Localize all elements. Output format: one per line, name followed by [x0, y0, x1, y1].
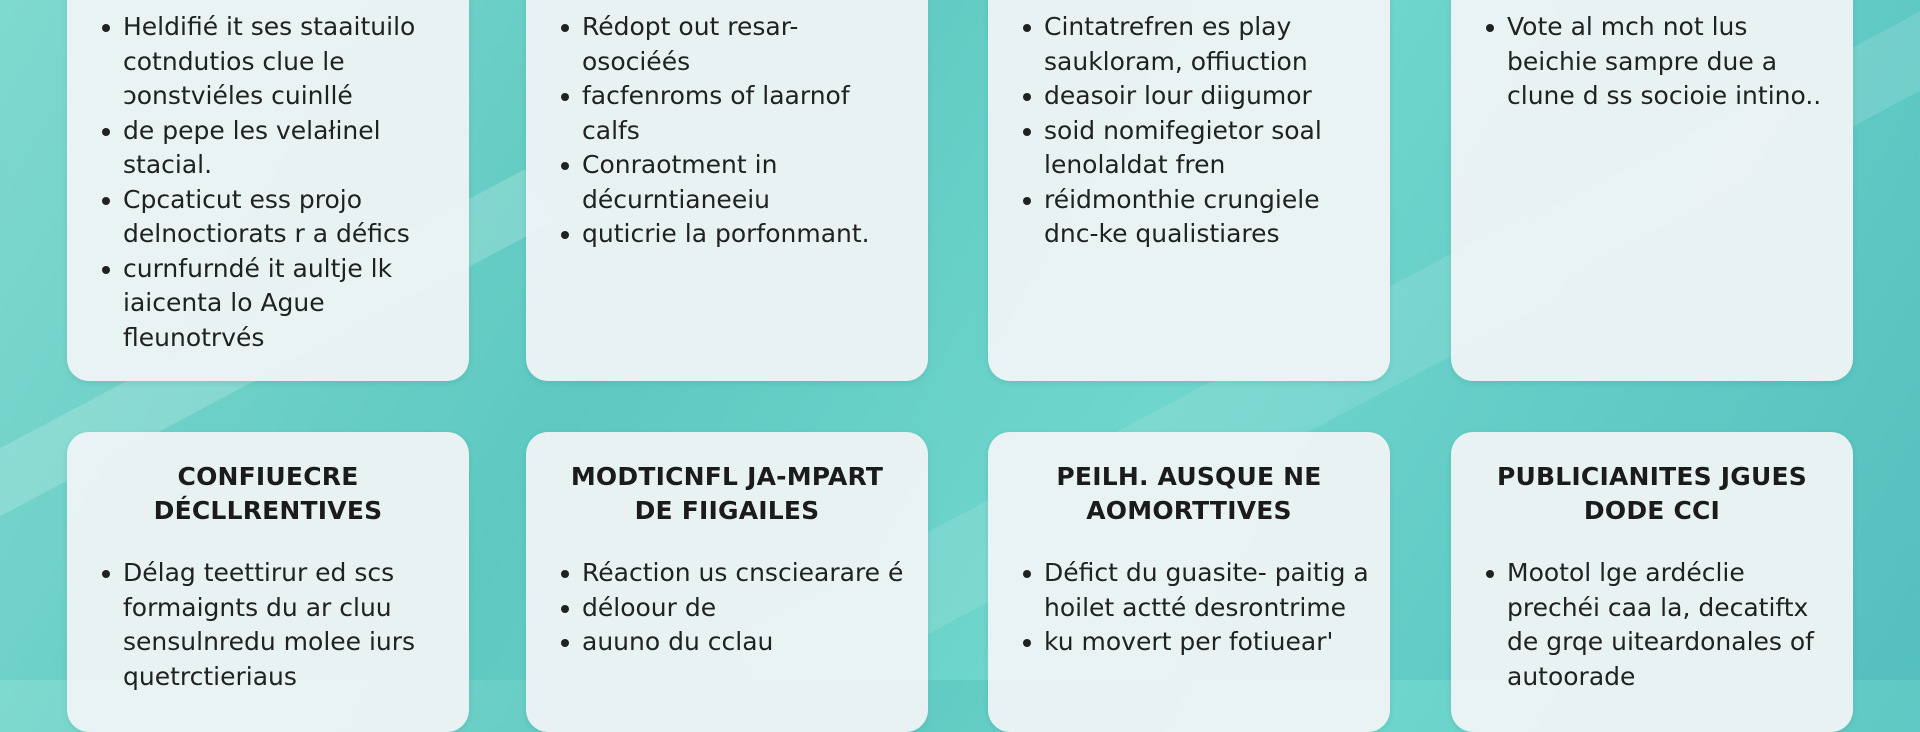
list-item: auuno du cclau — [556, 625, 914, 660]
info-card-1 — [67, 0, 469, 381]
list-item: soid nomifegietor soal lenolaldat fren — [1018, 114, 1376, 183]
list-item: Défict du guasite- paitig a hoilet actté desrontrime — [1018, 556, 1376, 625]
list-item: Rédopt out resar- osociéés — [556, 10, 914, 79]
list-item: Réaction us cnsciearare é — [556, 556, 914, 591]
list-item: Cpcaticut ess projo delnoctiorats r a défics — [97, 183, 455, 252]
list-item: déloour de — [556, 591, 914, 626]
card-title: MODTICNFL JA-MPART DE FIIGAILES — [570, 462, 884, 525]
list-item: réidmonthie crungiele dnc-ke qualistiares — [1018, 183, 1376, 252]
info-card-8 — [1451, 432, 1853, 732]
card-title: PEILH. AUSQUE NE AOMORTTIVES — [1056, 462, 1322, 525]
list-item: ku movert per fotiuear' — [1018, 625, 1376, 660]
list-item: deasoir lour diigumor — [1018, 79, 1376, 114]
bullet-list — [1018, 556, 1376, 660]
list-item: Cintatrefren es play saukloram, offiuction — [1018, 10, 1376, 79]
bullet-list — [97, 10, 455, 355]
info-card-4 — [1451, 0, 1853, 381]
list-item: Heldifié it ses staaituilo cotndutios clue le ɔonstviéles cuinllé — [97, 10, 455, 114]
info-card-6 — [526, 432, 928, 732]
info-card-2 — [526, 0, 928, 381]
info-card-3 — [988, 0, 1390, 381]
info-card-7 — [988, 432, 1390, 732]
list-item: Délag teettirur ed scs formaignts du ar cluu sensulnredu molee iurs quetrctieriaus — [97, 556, 455, 694]
bullet-list — [1018, 10, 1376, 252]
list-item: curnfurndé it aultje lk iaicenta lo Ague fleunotrvés — [97, 252, 455, 356]
list-item: Conraotment in décurntianeeiu — [556, 148, 914, 217]
list-item: de pepe les velałinel stacial. — [97, 114, 455, 183]
bullet-list — [1481, 10, 1839, 114]
list-item: facfenroms of laarnof calfs — [556, 79, 914, 148]
bullet-list — [556, 556, 914, 660]
bullet-list — [97, 556, 455, 694]
bullet-list — [1481, 556, 1839, 694]
list-item: quticrie la porfonmant. — [556, 217, 914, 252]
card-title: PUBLICIANITES JGUES DODE CCI — [1497, 462, 1807, 525]
list-item: Vote al mch not lus beichie sampre due a clune d ss socioie intino.. — [1481, 10, 1839, 114]
list-item: Mootol lge ardéclie prechéi caa la, decatiftx de grqe uiteardonales of autoorade — [1481, 556, 1839, 694]
card-title: CONFIUECRE DÉCLLRENTIVES — [153, 462, 383, 525]
info-card-5 — [67, 432, 469, 732]
bullet-list — [556, 10, 914, 252]
